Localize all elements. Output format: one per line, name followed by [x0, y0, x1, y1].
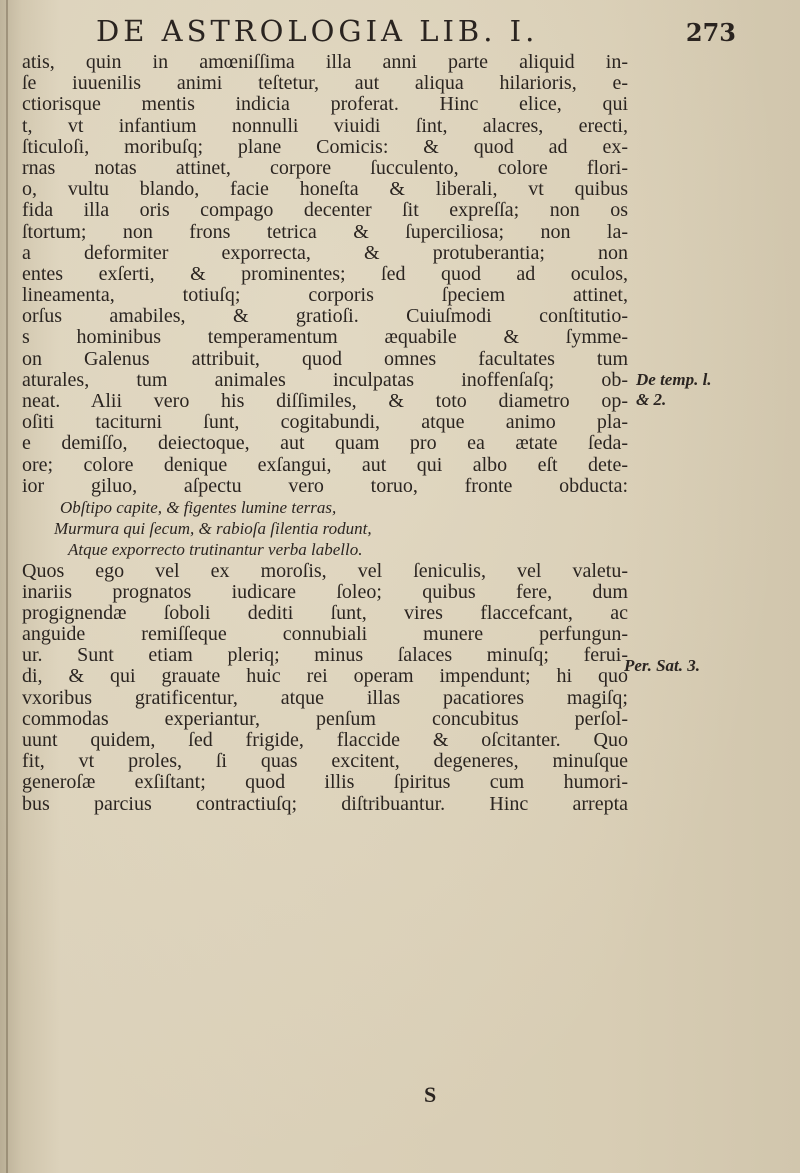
- page-number: 273: [685, 18, 736, 47]
- text-line: on Galenus attribuit, quod omnes facultates tum: [22, 348, 628, 370]
- text-line: progignendæ ſoboli dediti ſunt, vires flaccefcant, ac: [22, 602, 628, 624]
- margin-note-reference: Per. Sat. 3.: [624, 656, 701, 675]
- text-line: orſus amabiles, & gratioſi. Cuiuſmodi conſtitutio-: [22, 306, 628, 328]
- text-line: t, vt infantium nonnulli viuidi ſint, alacres, erecti,: [22, 115, 628, 137]
- text-line: vxoribus gratificentur, atque illas pacatiores magiſq;: [22, 687, 628, 709]
- text-line: ior giluo, aſpectu vero toruo, fronte obducta:: [22, 475, 628, 497]
- text-line: Quos ego vel ex moroſis, vel ſeniculis, vel valetu-: [22, 560, 628, 582]
- text-line: lineamenta, totiuſq; corporis ſpeciem attinet,: [22, 285, 628, 307]
- text-line: ſticuloſi, moribuſq; plane Comicis: & quod ad ex-: [22, 136, 628, 158]
- text-line: ore; colore denique exſangui, aut qui albo eſt dete-: [22, 454, 628, 476]
- text-line: di, & qui grauate huic rei operam impendunt; hi quo: [22, 666, 628, 688]
- text-line: commodas experiantur, penſum concubitus perſol-: [22, 708, 628, 730]
- page-header: [96, 14, 736, 54]
- text-line: atis, quin in amœniſſima illa anni parte aliquid in-: [22, 52, 628, 73]
- main-text-block: [22, 52, 628, 815]
- text-line: aturales, tum animales inculpatas inoffenſaſq; ob-: [22, 369, 628, 391]
- verse-line: Obſtipo capite, & figentes lumine terras,: [60, 497, 337, 517]
- text-line: ſtortum; non frons tetrica & ſuperciliosa; non la-: [22, 221, 628, 243]
- verse-line: Murmura qui ſecum, & rabioſa ſilentia rodunt,: [54, 519, 372, 539]
- text-line: a deformiter exporrecta, & protuberantia; non: [22, 242, 628, 264]
- text-line: entes exſerti, & prominentes; ſed quod ad oculos,: [22, 263, 628, 285]
- text-line: ur. Sunt etiam pleriq; minus ſalaces minuſq; ferui-: [22, 645, 628, 667]
- text-line: fida illa oris compago decenter ſit expreſſa; non os: [22, 200, 628, 222]
- running-title: DE ASTROLOGIA LIB. I.: [96, 14, 539, 48]
- gutter-shadow: [6, 0, 8, 1173]
- text-line: rnas notas attinet, corpore ſucculento, colore flori-: [22, 157, 628, 179]
- text-line: s hominibus temperamentum æquabile & ſymme-: [22, 327, 628, 349]
- text-line: inariis prognatos iudicare ſoleo; quibus fere, dum: [22, 581, 628, 603]
- margin-note-reference: & 2.: [636, 390, 667, 409]
- text-line: o, vultu blando, facie honeſta & liberali, vt quibus: [22, 179, 628, 201]
- text-line: generoſæ exſiſtant; quod illis ſpiritus cum humori-: [22, 772, 628, 794]
- margin-note-reference: De temp. l.: [636, 370, 712, 389]
- text-line: ſe iuuenilis animi teſtetur, aut aliqua hilarioris, e-: [22, 73, 628, 95]
- signature-mark: S: [424, 1082, 437, 1107]
- text-line: anguide remiſſeque connubiali munere perfungun-: [22, 624, 628, 646]
- text-line: neat. Alii vero his diſſimiles, & toto diametro op-: [22, 391, 628, 412]
- text-line: bus parcius contractiuſq; diſtribuantur. Hinc arrepta: [22, 793, 628, 815]
- text-line: ctiorisque mentis indicia proferat. Hinc elice, qui: [22, 94, 628, 116]
- text-line: oſiti taciturni ſunt, cogitabundi, atque animo pla-: [22, 412, 628, 434]
- verse-line: Atque exporrecto trutinantur verba labello.: [68, 540, 363, 560]
- text-line: e demiſſo, deiectoque, aut quam pro ea ætate ſeda-: [22, 433, 628, 455]
- text-line: uunt quidem, ſed frigide, flaccide & oſcitanter. Quo: [22, 730, 628, 751]
- text-line: fit, vt proles, ſi quas excitent, degeneres, minuſque: [22, 751, 628, 773]
